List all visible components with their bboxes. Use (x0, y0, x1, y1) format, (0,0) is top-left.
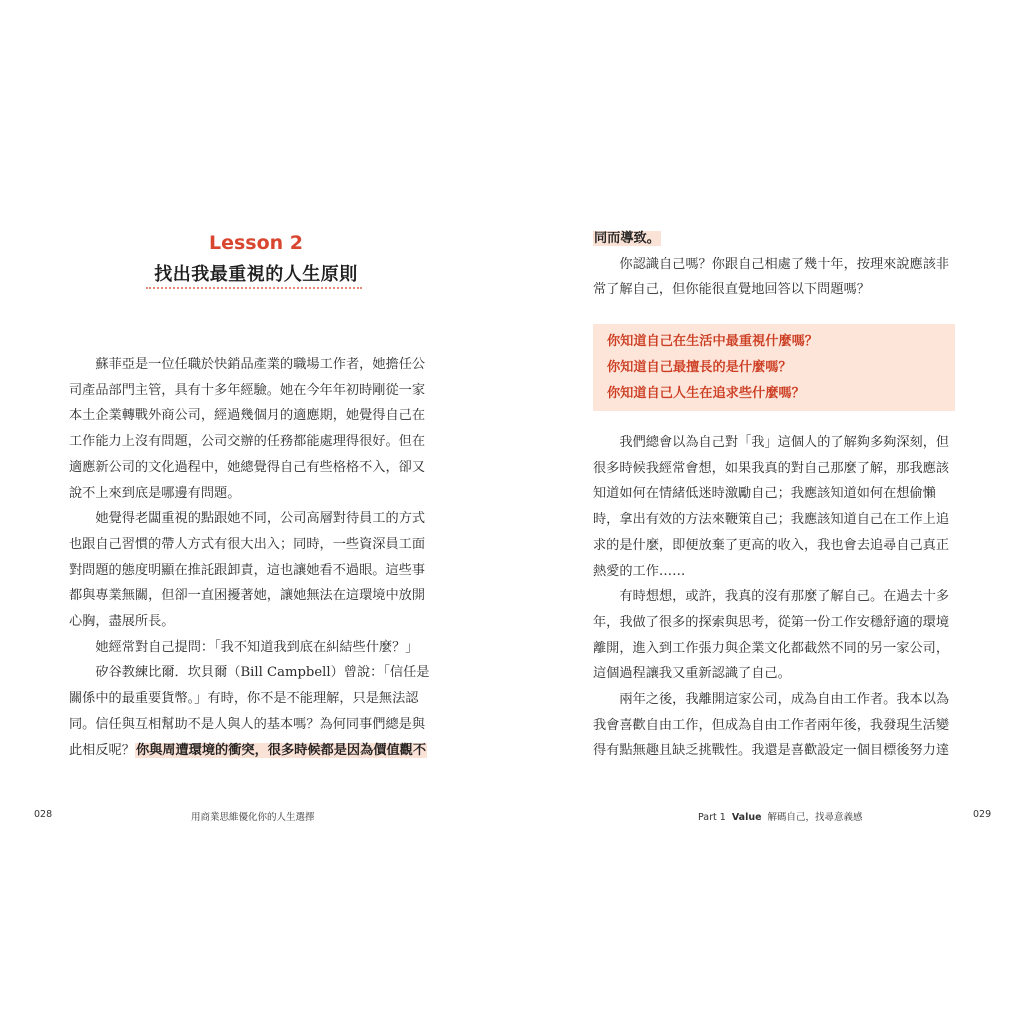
chapter-title: 找出我最重視的人生原則 (154, 264, 358, 285)
question-item: 你知道自己最擅長的是什麼嗎？ (607, 360, 792, 375)
paragraph-text: 矽谷教練比爾．坎貝爾（Bill Campbell）曾說：「信任是關係中的最重要貨幣。」有時，你不是不能理解，只是無法認同。信任與互相幫助不是人與人的基本嗎？為何同事們總是與此相反呢？ (69, 665, 430, 758)
right-top-text (593, 226, 953, 303)
running-title: 解碼自己，找尋意義感 (767, 812, 863, 823)
paragraph: 蘇菲亞是一位任職於快銷品產業的職場工作者，她擔任公司產品部門主管，具有十多年經驗。她在今年年初時剛從一家本土企業轉戰外商公司，經過幾個月的適應期，她覺得自己在工作能力上沒有問題，公司交辦的任務都能處理得很好。但在適應新公司的文化過程中，她總覺得自己有些格格不入，卻又說不上來到底是哪邊有問題。 (69, 357, 426, 501)
question-box (593, 324, 955, 411)
continued-line (593, 226, 953, 252)
paragraph: 有時想想，或許，我真的沒有那麼了解自己。在過去十多年，我做了很多的探索與思考，從第一份工作安穩舒適的環境離開，進入到工作張力與企業文化都截然不同的另一家公司，這個過程讓我又重新認識了自己。 (593, 589, 950, 682)
paragraph: 兩年之後，我離開這家公司，成為自由工作者。我本以為我會喜歡自由工作，但成為自由工作者兩年後，我發現生活變得有點無趣且缺乏挑戰性。我還是喜歡設定一個目標後努力達 (593, 692, 950, 759)
right-body-text (593, 430, 955, 764)
paragraph: 你認識自己嗎？你跟自己相處了幾十年，按理來說應該非常了解自己，但你能很直覺地回答以下問題嗎？ (593, 256, 950, 298)
highlighted-text: 你與周遭環境的衝突，很多時候都是因為價值觀不 (135, 742, 427, 758)
right-page (512, 0, 1024, 1024)
left-body-text (69, 352, 435, 763)
page-number: 029 (973, 809, 992, 820)
running-value: Value (731, 812, 762, 823)
question-item: 你知道自己在生活中最重視什麼嗎？ (607, 334, 818, 349)
running-part: Part 1 (698, 812, 726, 823)
lesson-label: Lesson 2 (208, 232, 304, 254)
paragraph-with-highlight (69, 660, 435, 763)
running-header (698, 809, 863, 823)
page-number: 028 (34, 809, 53, 820)
paragraph: 我們總會以為自己對「我」這個人的了解夠多夠深刻，但很多時候我經常會想，如果我真的對自己那麼了解，那我應該知道如何在情緒低迷時激勵自己；我應該知道如何在想偷懶時，拿出有效的方法來鞭策自己；我應該知道自己在工作上追求的是什麼，即便放棄了更高的收入，我也會去追尋自己真正熱愛的工作…… (593, 435, 950, 579)
running-title: 用商業思維優化你的人生選擇 (191, 812, 315, 823)
question-item: 你知道自己人生在追求些什麼嗎？ (607, 386, 805, 401)
title-dotted-underline (146, 287, 362, 289)
highlighted-text: 同而導致。 (594, 231, 660, 246)
paragraph: 她覺得老闆重視的點跟她不同，公司高層對待員工的方式也跟自己習慣的帶人方式有很大出入；同時，一些資深員工面對問題的態度明顯在推託跟卸責，這也讓她看不過眼。這些事都與專業無關，但卻一直困擾著她，讓她無法在這環境中放開心胸，盡展所長。 (69, 511, 426, 630)
paragraph: 她經常對自己提問：「我不知道我到底在糾結些什麼？」 (95, 639, 419, 655)
